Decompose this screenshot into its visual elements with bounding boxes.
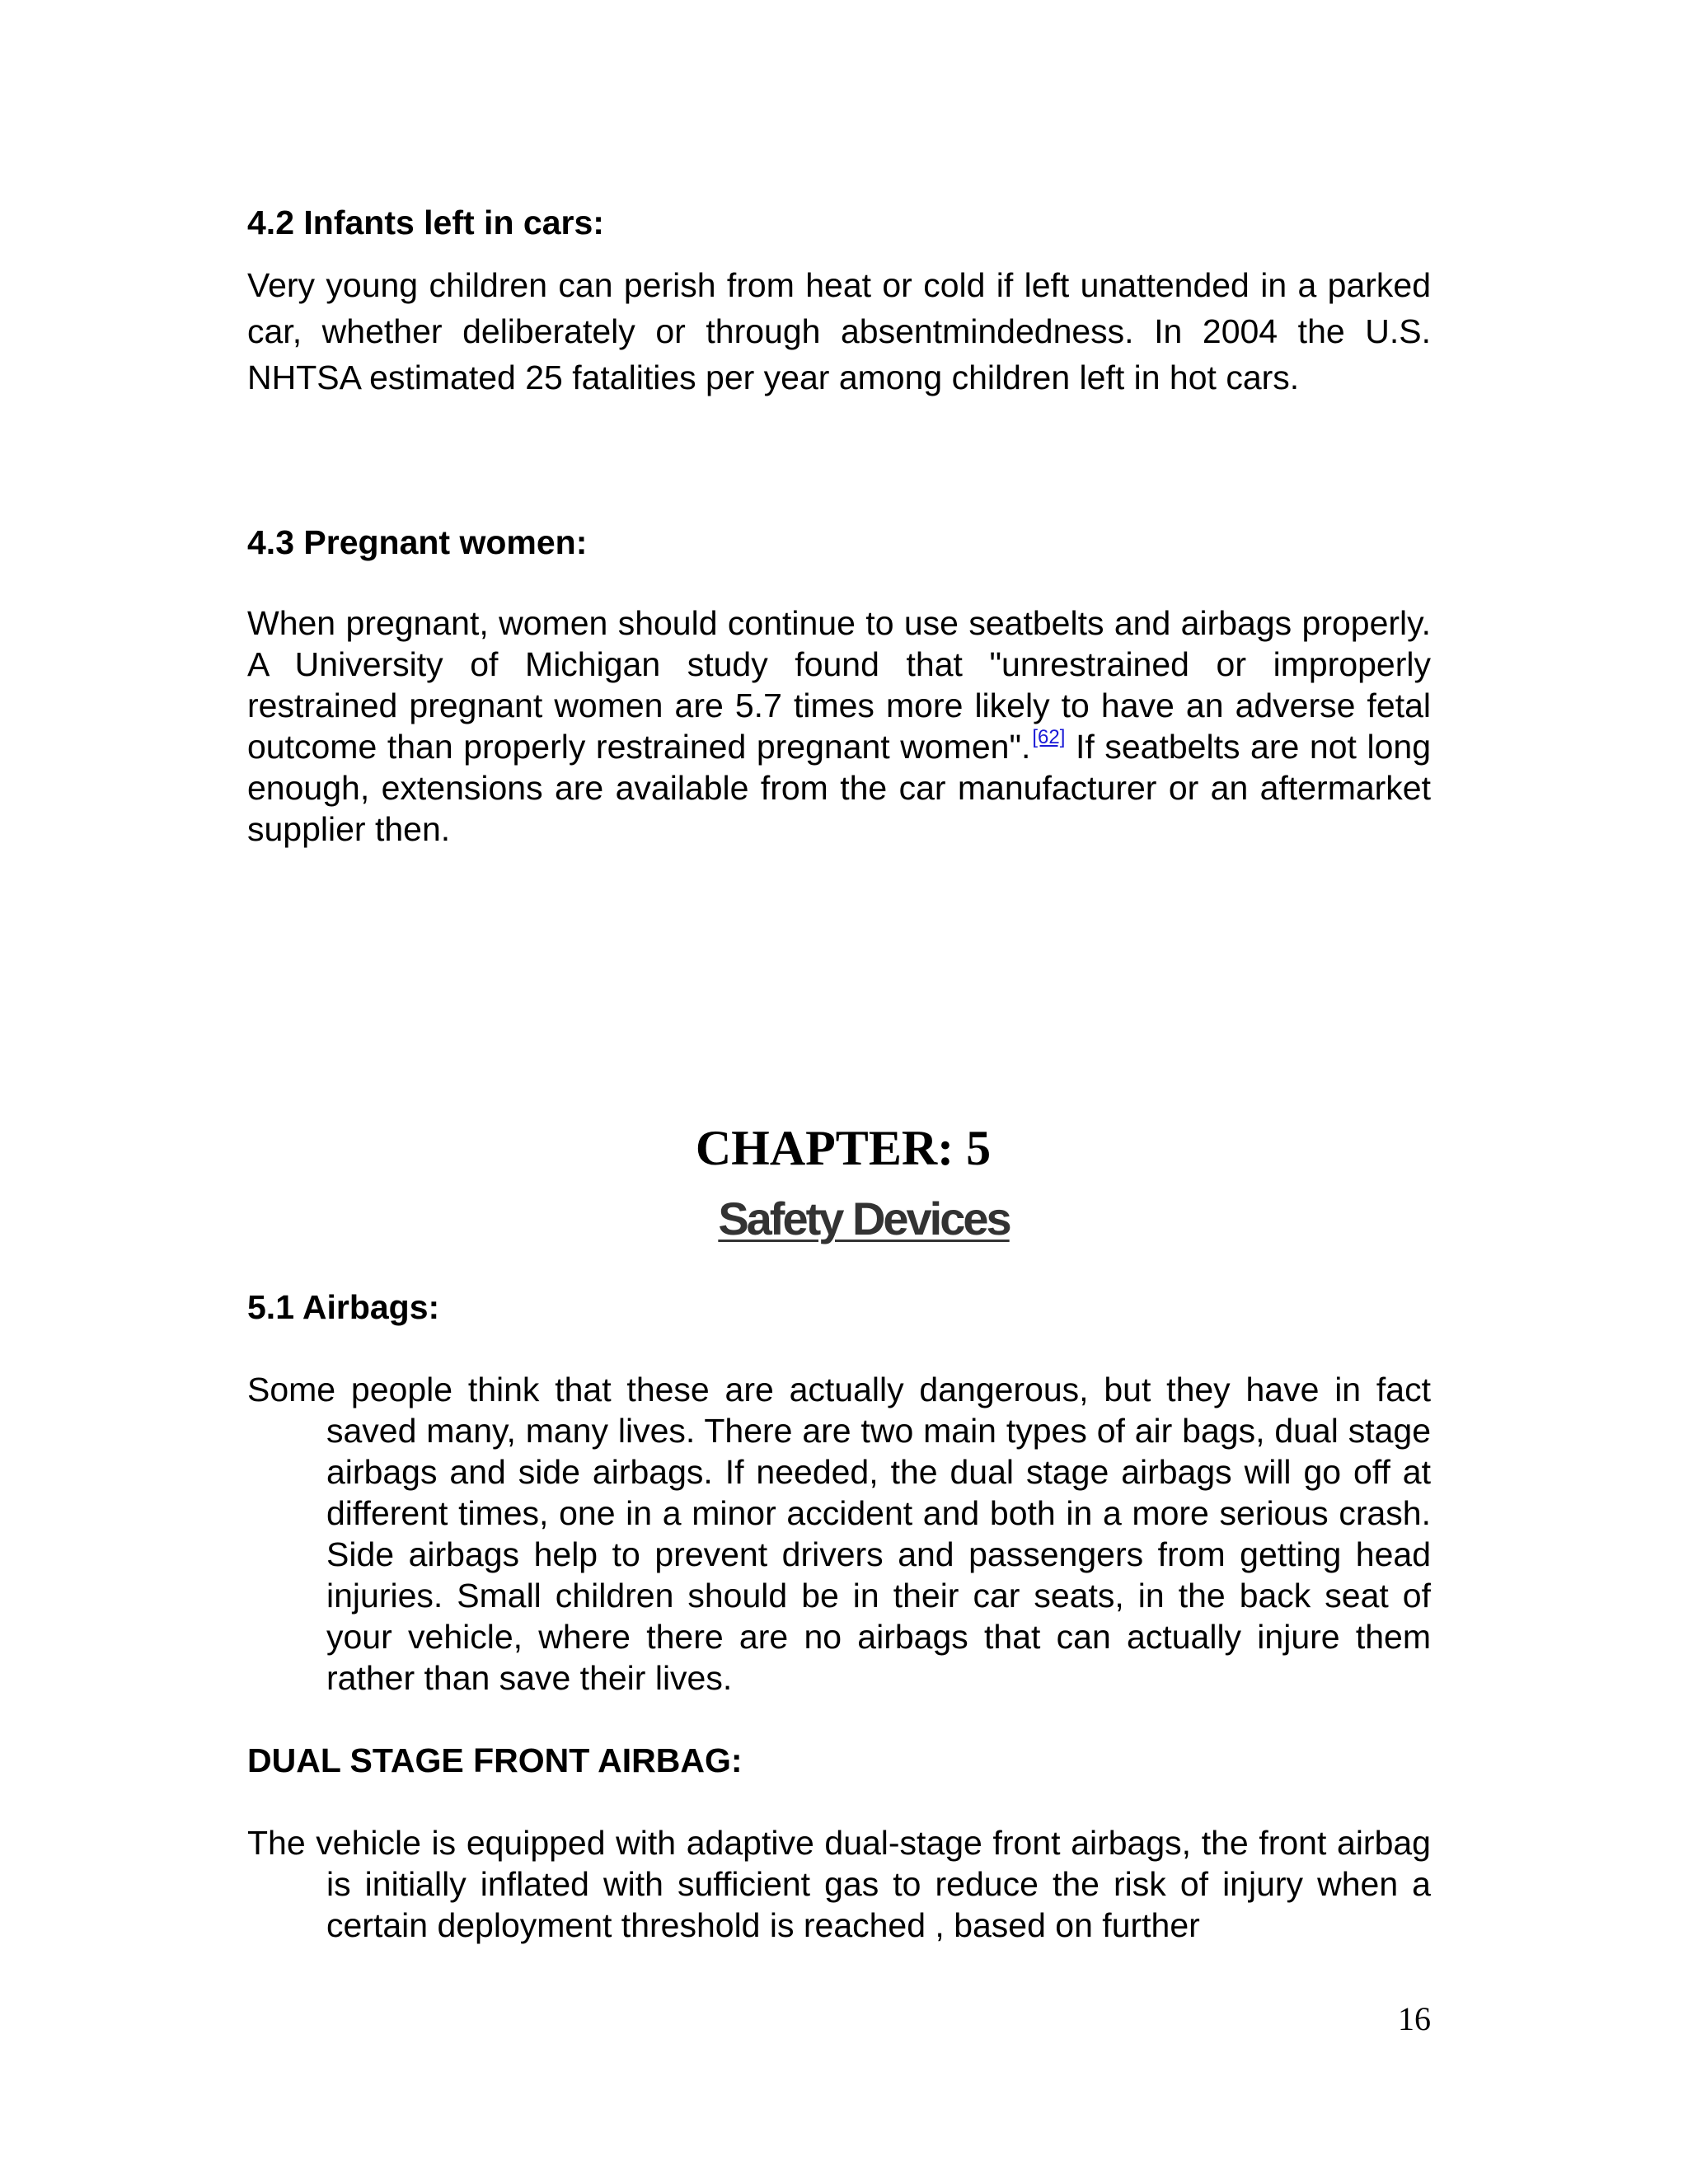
section-5-1-heading: 5.1 Airbags:: [247, 1288, 440, 1326]
chapter-subtitle: [0, 1192, 1688, 1246]
section-4-3-body-text-continued: If seatbelts are not long enough, extensions are available from the car manufacturer or an aftermarket supplier then.: [247, 728, 1431, 848]
section-5-1-body: Some people think that these are actually dangerous, but they have in fact saved many, many lives. There are two main types of air bags, dual stage airbags and side airbags. If needed, the dual stage airbags will go off at different times, one in a minor accident and both in a more serious crash. Side airbags help to prevent drivers and passengers from getting head injuries. Small children should be in their car seats, in the back seat of your vehicle, where there are no airbags that can actually injure them rather than save their lives.: [247, 1371, 1431, 1697]
dual-stage-airbag-body: The vehicle is equipped with adaptive dual-stage front airbags, the front airbag is initially inflated with sufficient gas to reduce the risk of injury when a certain deployment threshold is reached , based on further: [247, 1824, 1431, 1944]
citation-link[interactable]: [62]: [1032, 726, 1066, 748]
section-4-3-body: [247, 602, 1431, 850]
dual-stage-airbag-heading: DUAL STAGE FRONT AIRBAG:: [247, 1741, 743, 1779]
chapter-subtitle-text: Safety Devices: [718, 1193, 1010, 1244]
chapter-title-text: CHAPTER: 5: [695, 1121, 992, 1175]
section-4-2-body: Very young children can perish from heat or cold if left unattended in a parked car, whether deliberately or through absentmindedness. In 2004 the U.S. NHTSA estimated 25 fatalities per year among children left in hot cars.: [247, 266, 1431, 396]
chapter-title: [0, 1119, 1688, 1177]
section-4-3-body-text: When pregnant, women should continue to use seatbelts and airbags properly. A University of Michigan study found that "unrestrained or improperly restrained pregnant women are 5.7 times more likely to have an adverse fetal outcome than properly restrained pregnant women".: [247, 604, 1431, 766]
section-4-2-heading: 4.2 Infants left in cars:: [247, 204, 604, 241]
section-4-3-heading: 4.3 Pregnant women:: [247, 523, 588, 561]
page-number: 16: [1398, 2000, 1431, 2037]
